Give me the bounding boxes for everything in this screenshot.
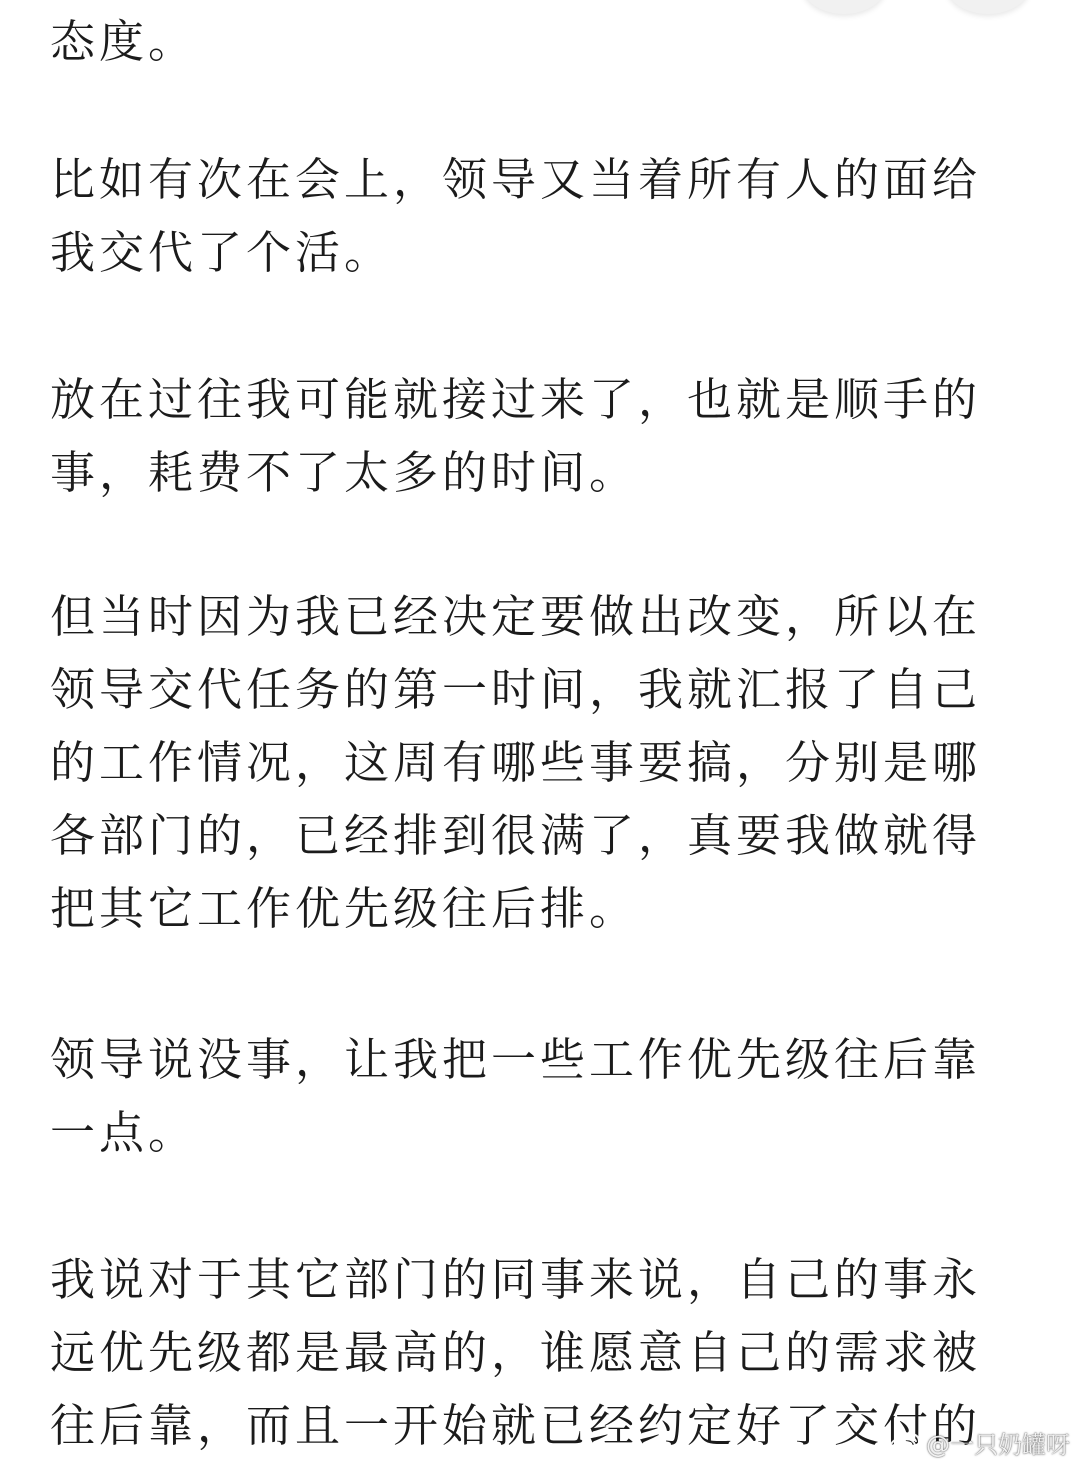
- weibo-icon: [888, 1430, 922, 1456]
- text-line: 我说对于其它部门的同事来说，自己的事永: [50, 1253, 982, 1306]
- text-line: 比如有次在会上，领导又当着所有人的面给: [50, 153, 982, 206]
- text-line: 一点。: [50, 1106, 198, 1159]
- paragraph: [50, 143, 981, 289]
- text-line: 各部门的，已经排到很满了，真要我做就得: [50, 809, 982, 862]
- text-line: 往后靠，而且一开始就已经约定好了交付的: [50, 1399, 982, 1452]
- text-line: 远优先级都是最高的，谁愿意自己的需求被: [50, 1326, 982, 1379]
- paragraph: [50, 1243, 981, 1462]
- text-line: 我交代了个活。: [50, 226, 394, 279]
- top-action-button-right[interactable]: [946, 0, 1030, 14]
- text-line: 态度。: [50, 15, 198, 68]
- paragraph: [50, 580, 981, 945]
- top-action-button-left[interactable]: [802, 0, 886, 14]
- text-line: 领导交代任务的第一时间，我就汇报了自己: [50, 663, 982, 716]
- text-line: 把其它工作优先级往后排。: [50, 882, 639, 935]
- paragraph: [50, 5, 197, 78]
- watermark-text: @一只奶罐呀: [926, 1431, 1070, 1459]
- paragraph: [50, 363, 981, 509]
- text-line: 但当时因为我已经决定要做出改变，所以在: [50, 590, 982, 643]
- text-line: 的工作情况，这周有哪些事要搞，分别是哪: [50, 736, 982, 789]
- text-line: 放在过往我可能就接过来了，也就是顺手的: [50, 373, 982, 426]
- text-line: 事，耗费不了太多的时间。: [50, 446, 639, 499]
- paragraph: [50, 1023, 981, 1169]
- weibo-watermark: [888, 1425, 1070, 1460]
- text-line: 领导说没事，让我把一些工作优先级往后靠: [50, 1033, 982, 1086]
